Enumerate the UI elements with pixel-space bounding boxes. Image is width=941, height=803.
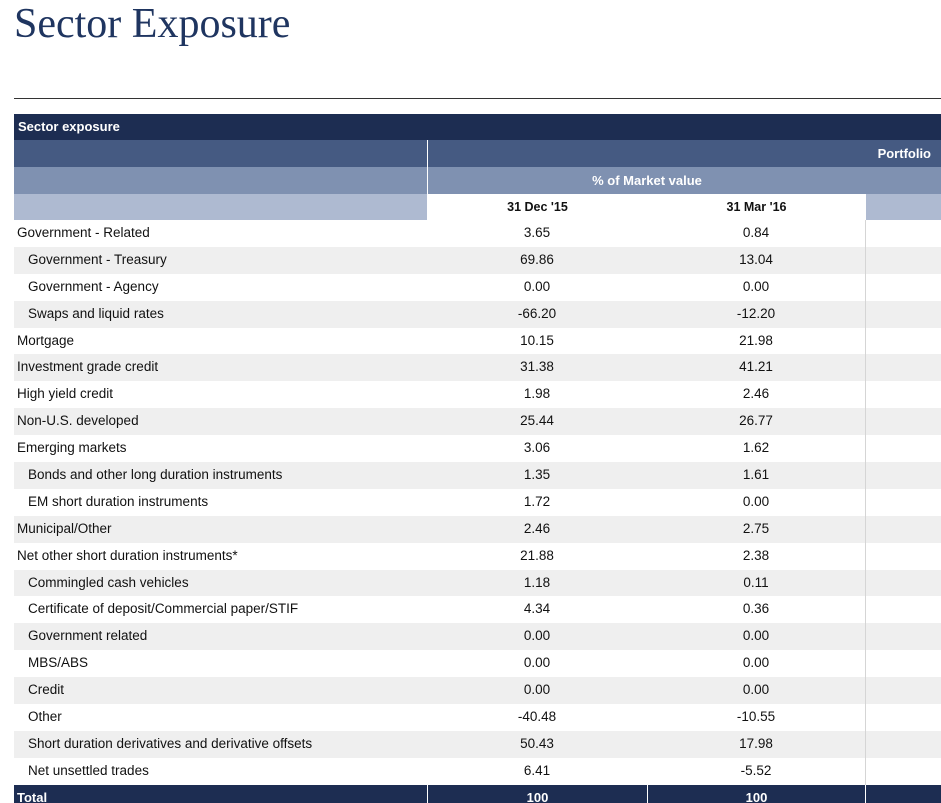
table-row bbox=[14, 489, 941, 516]
row-value-dec-15: 69.86 bbox=[520, 251, 554, 267]
row-label: Swaps and liquid rates bbox=[28, 305, 164, 321]
row-label: Mortgage bbox=[17, 332, 75, 348]
row-value-dec-15: 1.18 bbox=[523, 574, 551, 590]
header-row-dates bbox=[14, 194, 941, 220]
table-row bbox=[14, 301, 941, 328]
row-label: Non-U.S. developed bbox=[17, 413, 139, 429]
table-row bbox=[14, 543, 941, 570]
row-value-dec-15: 0.00 bbox=[523, 628, 551, 644]
row-label: EM short duration instruments bbox=[28, 493, 209, 509]
row-value-dec-15: 2.46 bbox=[523, 520, 551, 536]
row-value-mar-16: 0.84 bbox=[742, 225, 770, 240]
table-body bbox=[14, 220, 941, 785]
row-value-dec-15: 0.00 bbox=[523, 655, 551, 671]
row-value-dec-15: -66.20 bbox=[517, 305, 557, 321]
row-label: Other bbox=[28, 709, 62, 725]
row-value-mar-16: -5.52 bbox=[740, 762, 772, 778]
row-value-mar-16: 0.11 bbox=[743, 574, 769, 590]
row-value-mar-16: 0.00 bbox=[742, 628, 770, 644]
header-row-portfolio bbox=[14, 140, 941, 167]
column-header-mar-16: 31 Mar '16 bbox=[647, 194, 865, 220]
row-label: Certificate of deposit/Commercial paper/STIF bbox=[28, 601, 299, 617]
table-row bbox=[14, 516, 941, 543]
table-row bbox=[14, 247, 941, 274]
row-label: Credit bbox=[28, 682, 65, 698]
table-row bbox=[14, 570, 941, 597]
table-row bbox=[14, 596, 941, 623]
row-value-dec-15: 31.38 bbox=[520, 359, 554, 375]
row-value-mar-16: -12.20 bbox=[736, 305, 776, 321]
table-row bbox=[14, 677, 941, 704]
table-row bbox=[14, 731, 941, 758]
table-row bbox=[14, 328, 941, 355]
row-label: Commingled cash vehicles bbox=[28, 574, 189, 590]
row-value-mar-16: 2.75 bbox=[742, 520, 770, 536]
row-value-mar-16: 0.36 bbox=[742, 601, 770, 617]
row-value-mar-16: 26.77 bbox=[739, 413, 773, 429]
row-value-mar-16: 41.21 bbox=[739, 359, 773, 375]
table-row bbox=[14, 462, 941, 489]
row-value-dec-15: -40.48 bbox=[517, 709, 557, 725]
row-label: Net unsettled trades bbox=[28, 762, 149, 778]
row-value-mar-16: 0.00 bbox=[742, 682, 770, 698]
row-value-mar-16: 21.98 bbox=[739, 332, 773, 348]
table-row bbox=[14, 354, 941, 381]
row-value-mar-16: 2.46 bbox=[742, 386, 770, 402]
row-value-mar-16: 0.00 bbox=[742, 655, 770, 671]
table-row bbox=[14, 758, 941, 785]
row-value-dec-15: 1.72 bbox=[523, 493, 551, 509]
row-label: Government related bbox=[28, 628, 148, 644]
column-header-dec-15: 31 Dec '15 bbox=[427, 194, 647, 220]
row-value-mar-16: 1.61 bbox=[742, 467, 770, 483]
row-label: Investment grade credit bbox=[17, 359, 159, 375]
row-value-dec-15: 4.34 bbox=[523, 601, 551, 617]
table-row bbox=[14, 381, 941, 408]
row-value-dec-15: 0.00 bbox=[523, 682, 551, 698]
table-row bbox=[14, 274, 941, 301]
row-label: High yield credit bbox=[17, 386, 114, 402]
portfolio-header: Portfolio bbox=[427, 140, 941, 167]
row-value-mar-16: -10.55 bbox=[736, 709, 776, 725]
row-value-dec-15: 1.98 bbox=[523, 386, 551, 402]
sector-exposure-table bbox=[14, 114, 941, 803]
row-value-dec-15: 0.00 bbox=[523, 278, 551, 294]
row-label: Short duration derivatives and derivative offsets bbox=[28, 735, 313, 751]
table-row bbox=[14, 408, 941, 435]
market-value-header: % of Market value bbox=[592, 173, 702, 188]
row-label: Government - Related bbox=[17, 225, 150, 240]
row-label: MBS/ABS bbox=[28, 655, 89, 671]
row-value-dec-15: 50.43 bbox=[520, 735, 554, 751]
total-value-mar-16: 100 bbox=[647, 785, 865, 803]
total-label: Total bbox=[17, 789, 48, 803]
row-value-mar-16: 0.00 bbox=[742, 493, 770, 509]
header-row-measure bbox=[14, 167, 941, 194]
row-value-dec-15: 25.44 bbox=[520, 413, 554, 429]
row-label: Government - Agency bbox=[28, 278, 159, 294]
row-value-dec-15: 10.15 bbox=[520, 332, 554, 348]
row-value-dec-15: 6.41 bbox=[523, 762, 551, 778]
row-value-mar-16: 17.98 bbox=[739, 735, 773, 751]
row-label: Bonds and other long duration instruments bbox=[28, 467, 283, 483]
table-row bbox=[14, 650, 941, 677]
row-value-dec-15: 3.06 bbox=[523, 440, 551, 456]
table-row bbox=[14, 704, 941, 731]
row-label: Government - Treasury bbox=[28, 251, 167, 267]
table-title: Sector exposure bbox=[14, 114, 941, 140]
row-label: Net other short duration instruments* bbox=[17, 547, 238, 563]
table-row bbox=[14, 623, 941, 650]
row-value-mar-16: 1.62 bbox=[742, 440, 770, 456]
total-value-dec-15: 100 bbox=[427, 785, 647, 803]
row-value-mar-16: 0.00 bbox=[742, 278, 770, 294]
row-value-dec-15: 3.65 bbox=[523, 225, 551, 240]
total-row bbox=[14, 785, 941, 803]
page-title: Sector Exposure bbox=[14, 1, 291, 47]
row-value-dec-15: 1.35 bbox=[523, 467, 551, 483]
table-row bbox=[14, 220, 941, 247]
title-divider bbox=[14, 98, 941, 99]
row-value-mar-16: 13.04 bbox=[739, 251, 773, 267]
row-value-mar-16: 2.38 bbox=[742, 547, 770, 563]
table-row bbox=[14, 435, 941, 462]
row-label: Municipal/Other bbox=[17, 520, 112, 536]
row-label: Emerging markets bbox=[17, 440, 127, 456]
row-value-dec-15: 21.88 bbox=[520, 547, 554, 563]
